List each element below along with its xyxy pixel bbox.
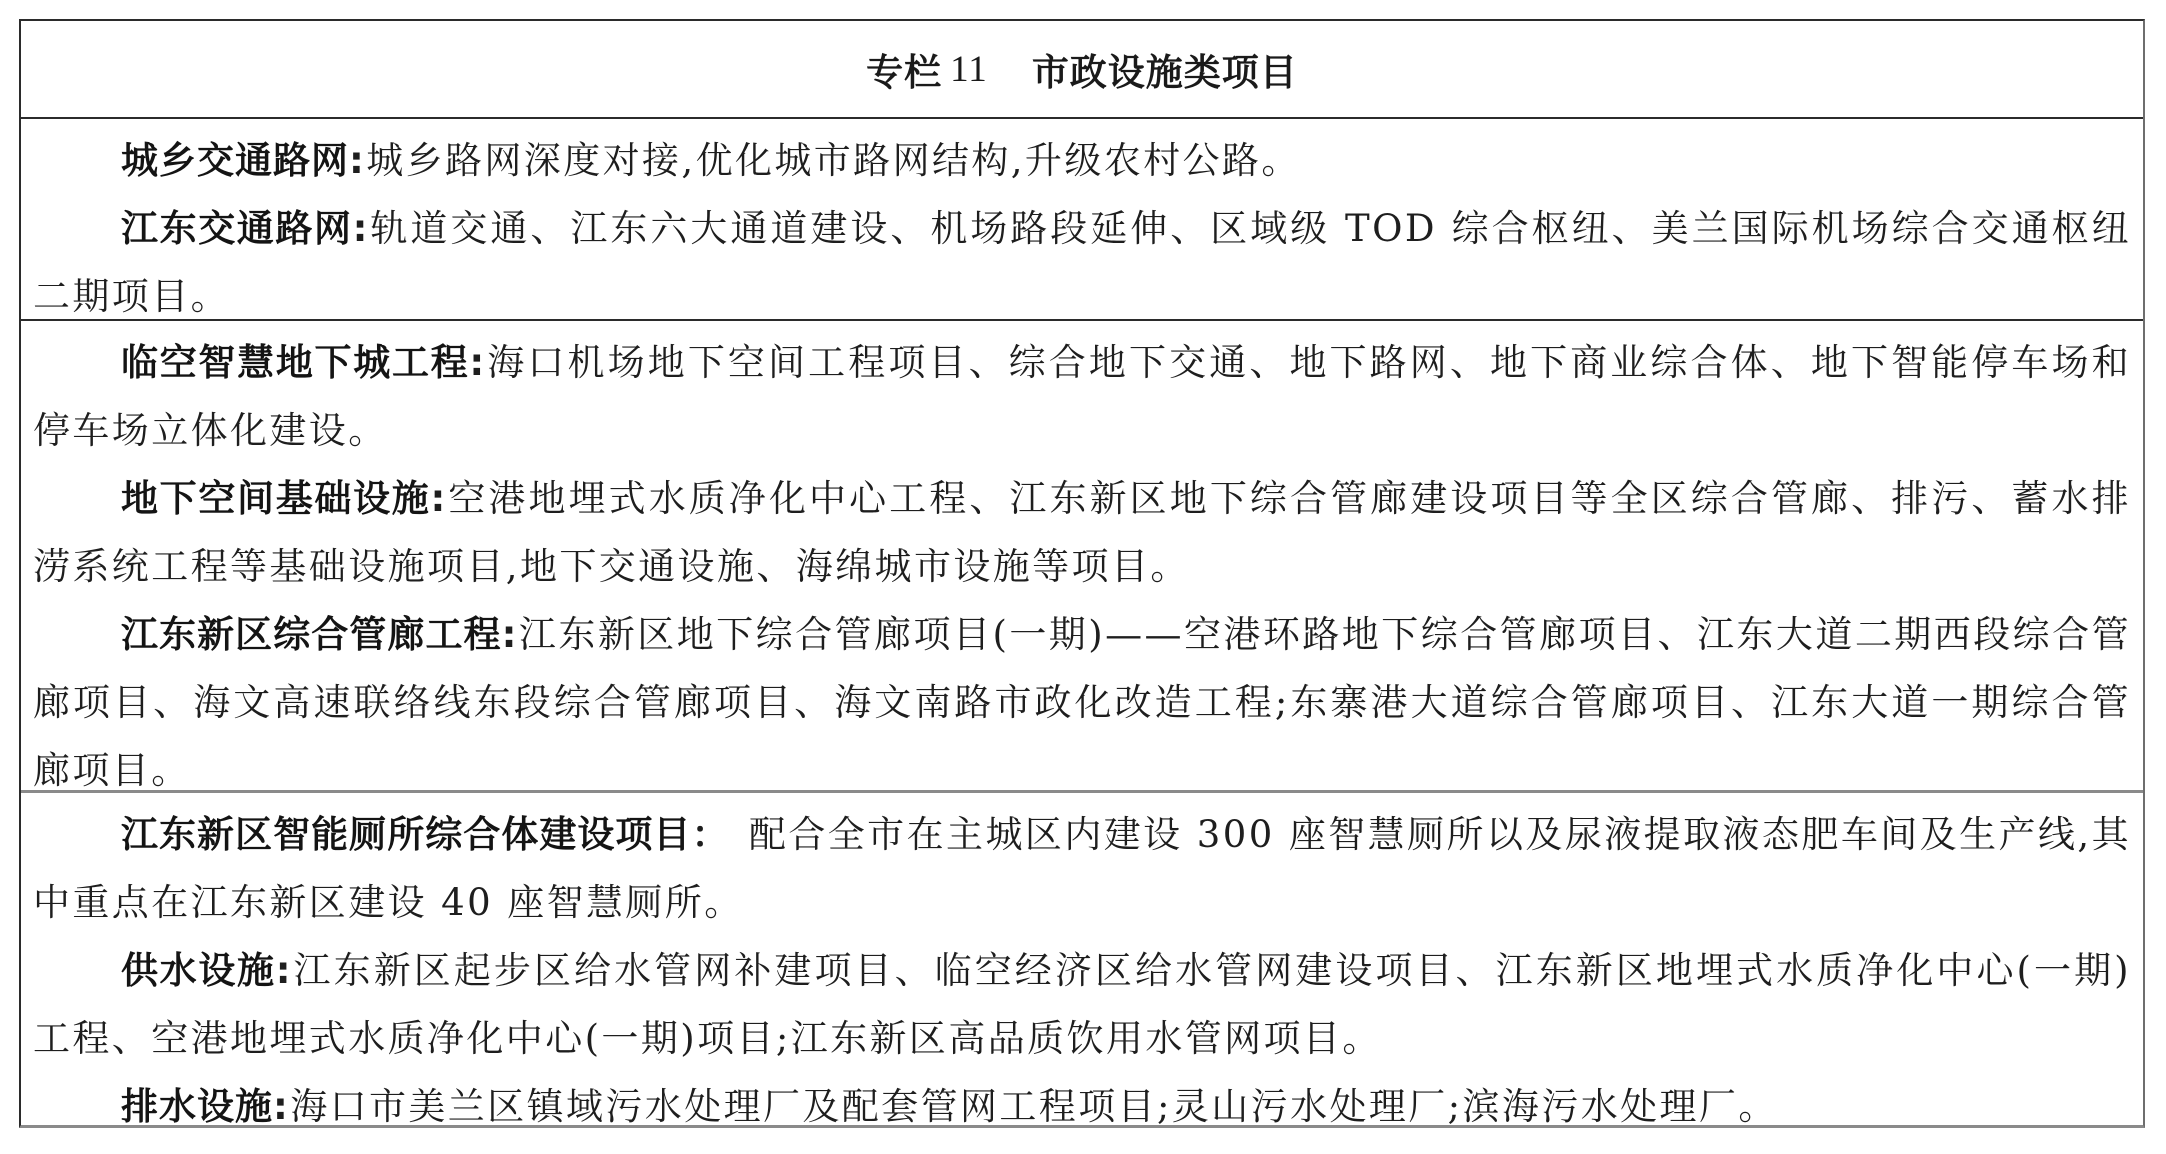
item-colon: ：: [691, 813, 731, 856]
section-underground: [21, 321, 2143, 793]
item-colon: :: [275, 949, 293, 992]
item-text: 配合全市在主城区内建设 300 座智慧厕所以及尿液提取液态肥车间及生产线,其中重点在江东新区建设 40 座智慧厕所。: [33, 813, 2132, 924]
item-text: 海口市美兰区镇域污水处理厂及配套管网工程项目;灵山污水处理厂;滨海污水处理厂。: [290, 1085, 1778, 1128]
item-label: 临空智慧地下城工程: [121, 341, 470, 384]
item-label: 城乡交通路网: [121, 139, 349, 182]
item-water-supply: [33, 937, 2131, 1073]
item-urban-rural-road-network: [33, 127, 2131, 195]
item-text: 江东新区地下综合管廊项目(一期)——空港环路地下综合管廊项目、江东大道二期西段综合管廊项目、海文高速联络线东段综合管廊项目、海文南路市政化改造工程;东寨港大道综合管廊项目、江东大道一期综合管廊项目。: [33, 613, 2131, 792]
item-label: 江东新区智能厕所综合体建设项目: [121, 813, 692, 856]
item-colon: :: [430, 477, 448, 520]
column-box: [19, 19, 2145, 1128]
item-label: 排水设施: [121, 1085, 273, 1128]
column-number: 11: [950, 48, 988, 90]
item-text: 海口机场地下空间工程项目、综合地下交通、地下路网、地下商业综合体、地下智能停车场和停车场立体化建设。: [33, 341, 2131, 452]
item-colon: :: [352, 207, 370, 250]
section-water-sanitation: [21, 793, 2143, 1128]
section-transport: [21, 119, 2143, 321]
column-prefix: 专栏: [866, 51, 943, 94]
item-underground-infrastructure: [33, 465, 2131, 601]
column-title: 市政设施类项目: [1031, 51, 1298, 94]
item-drainage: [33, 1073, 2131, 1141]
item-text: 空港地埋式水质净化中心工程、江东新区地下综合管廊建设项目等全区综合管廊、排污、蓄水排涝系统工程等基础设施项目,地下交通设施、海绵城市设施等项目。: [33, 477, 2131, 588]
item-colon: :: [469, 341, 487, 384]
item-text: 城乡路网深度对接,优化城市路网结构,升级农村公路。: [366, 139, 1301, 182]
item-colon: :: [273, 1085, 291, 1128]
item-text: 江东新区起步区给水管网补建项目、临空经济区给水管网建设项目、江东新区地埋式水质净化中心(一期)工程、空港地埋式水质净化中心(一期)项目;江东新区高品质饮用水管网项目。: [33, 949, 2132, 1060]
item-text: 轨道交通、江东六大通道建设、机场路段延伸、区域级 TOD 综合枢纽、美兰国际机场综合交通枢纽二期项目。: [33, 207, 2131, 318]
item-colon: :: [349, 139, 367, 182]
item-label: 江东新区综合管廊工程: [121, 613, 502, 656]
item-jiangdong-road-network: [33, 195, 2131, 331]
column-header: [21, 21, 2143, 119]
item-label: 供水设施: [121, 949, 276, 992]
item-label: 江东交通路网: [121, 207, 353, 250]
item-utility-tunnel: [33, 601, 2131, 805]
item-colon: :: [501, 613, 519, 656]
item-underground-city: [33, 329, 2131, 465]
item-label: 地下空间基础设施: [121, 477, 431, 520]
item-smart-toilet: [33, 801, 2131, 937]
